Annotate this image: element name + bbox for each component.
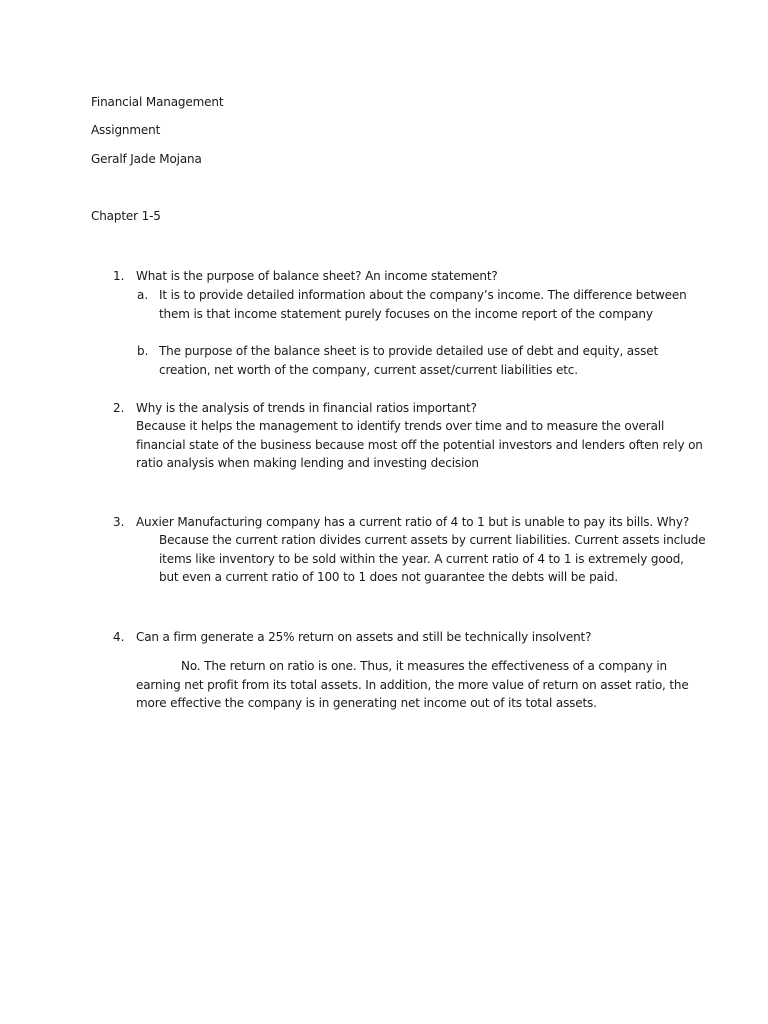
q1-a-answer <box>159 286 687 323</box>
q4-answer-line: more effective the company is in generating net income out of its total assets. <box>136 696 597 710</box>
q1-a-line: It is to provide detailed information about the company’s income. The difference between <box>159 288 687 302</box>
q3-answer-line: items like inventory to be sold within the year. A current ratio of 4 to 1 is extremely good, <box>159 551 684 566</box>
author-name: Geralf Jade Mojana <box>91 152 202 166</box>
q1-question: What is the purpose of balance sheet? An income statement? <box>136 269 498 283</box>
q4-number: 4. <box>113 630 125 644</box>
q2-answer <box>136 417 703 473</box>
q3-answer-line: Because the current ration divides current assets by current liabilities. Current assets include <box>159 533 706 547</box>
q3-answer <box>159 531 705 587</box>
q2-answer-line: Because it helps the management to identify trends over time and to measure the overall <box>136 419 665 433</box>
q1-b-line: creation, net worth of the company, current asset/current liabilities etc. <box>159 362 578 377</box>
q1-a-marker: a. <box>137 288 149 302</box>
q1-a-line: them is that income statement purely focuses on the income report of the company <box>159 306 653 321</box>
q1-b-answer <box>159 342 658 379</box>
q2-answer-line: ratio analysis when making lending and investing decision <box>136 456 479 470</box>
q4-question: Can a firm generate a 25% return on assets and still be technically insolvent? <box>136 630 592 644</box>
chapter-heading: Chapter 1-5 <box>91 209 161 223</box>
q3-answer-line: but even a current ratio of 100 to 1 does not guarantee the debts will be paid. <box>159 570 619 584</box>
q2-question: Why is the analysis of trends in financial ratios important? <box>136 401 477 415</box>
q1-b-marker: b. <box>137 344 149 358</box>
q2-answer-line: financial state of the business because most off the potential investors and lenders often rely on <box>136 437 703 452</box>
q4-answer-line: No. The return on ratio is one. Thus, it measures the effectiveness of a company in <box>181 659 667 673</box>
q4-answer-line: earning net profit from its total assets. In addition, the more value of return on asset ratio, the <box>136 677 689 692</box>
q1-number: 1. <box>113 269 125 283</box>
course-title: Financial Management <box>91 95 224 109</box>
q4-answer <box>136 657 689 713</box>
q1-b-line: The purpose of the balance sheet is to provide detailed use of debt and equity, asset <box>159 344 659 358</box>
q2-number: 2. <box>113 401 125 415</box>
q3-number: 3. <box>113 515 125 529</box>
assignment-label: Assignment <box>91 123 161 137</box>
q3-question: Auxier Manufacturing company has a current ratio of 4 to 1 but is unable to pay its bills. Why? <box>136 515 690 529</box>
